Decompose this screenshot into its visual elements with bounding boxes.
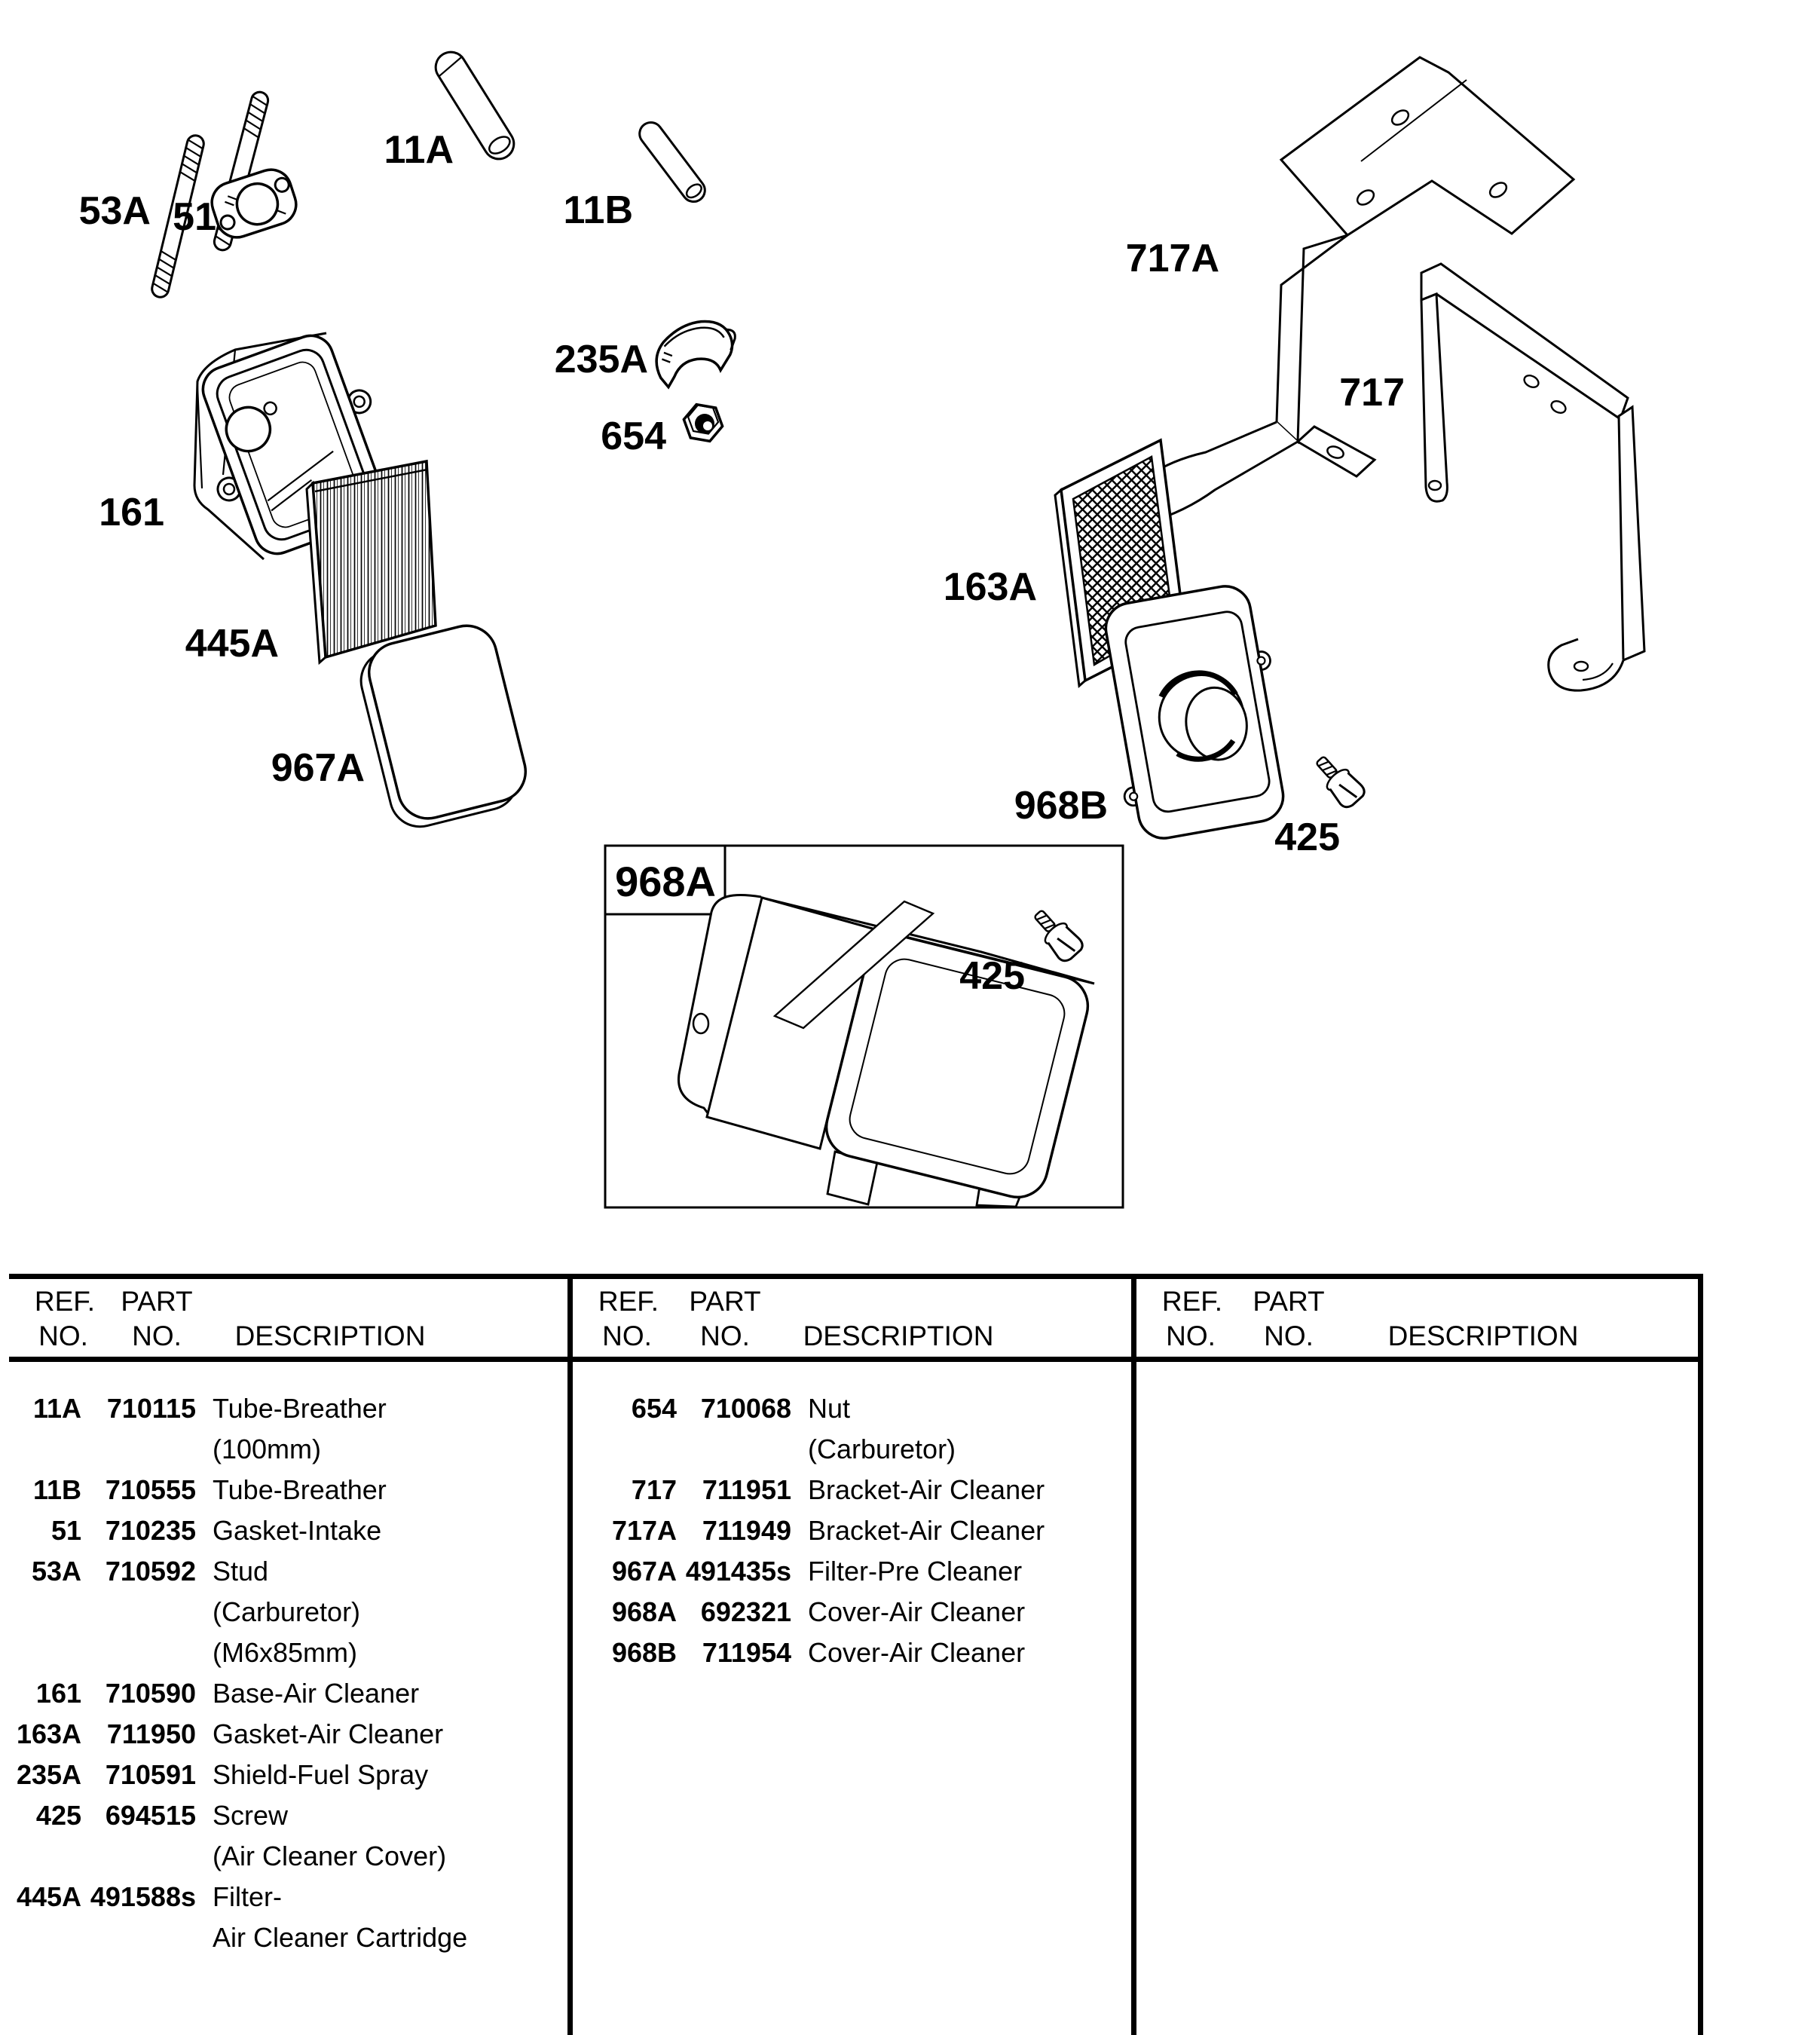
header-ref-line2-g1: NO. <box>38 1320 88 1351</box>
ref-no: 654 <box>631 1393 677 1424</box>
label-235a: 235A <box>554 338 648 381</box>
description: Stud <box>213 1556 269 1587</box>
part-no: 711951 <box>702 1474 791 1505</box>
description: Filter- <box>213 1881 282 1912</box>
description: (Carburetor) <box>808 1434 956 1464</box>
part-no: 711949 <box>702 1515 791 1546</box>
table-row <box>9 1673 567 1714</box>
description: Cover-Air Cleaner <box>808 1596 1026 1627</box>
label-11b: 11B <box>563 188 633 232</box>
table-divider-2 <box>1131 1274 1136 2035</box>
table-row <box>573 1551 1131 1592</box>
header-description-g3: DESCRIPTION <box>1387 1320 1579 1351</box>
description: (Air Cleaner Cover) <box>213 1841 447 1871</box>
cover-air-cleaner-968b <box>1091 580 1298 844</box>
header-ref-line1-g1: REF. <box>34 1286 96 1317</box>
ref-no: 425 <box>35 1800 81 1831</box>
table-row <box>9 1917 567 1958</box>
ref-no: 968A <box>611 1596 677 1627</box>
header-part-line1-g1: PART <box>121 1286 193 1317</box>
header-ref-line2-g3: NO. <box>1166 1320 1216 1351</box>
table-row <box>9 1470 567 1510</box>
label-717a: 717A <box>1125 237 1219 280</box>
label-425-right: 425 <box>1274 816 1340 859</box>
description: Bracket-Air Cleaner <box>808 1515 1045 1546</box>
header-description-g1: DESCRIPTION <box>234 1320 426 1351</box>
ref-no <box>9 1633 81 1673</box>
description: Gasket-Intake <box>213 1515 382 1546</box>
ref-no: 967A <box>611 1556 677 1587</box>
ref-no: 235A <box>16 1759 81 1790</box>
part-no: 694515 <box>105 1800 196 1831</box>
table-row <box>9 1388 567 1429</box>
description: Base-Air Cleaner <box>213 1678 420 1709</box>
header-part-line2-g1: NO. <box>132 1320 182 1351</box>
label-425-box: 425 <box>959 954 1025 998</box>
description: (100mm) <box>213 1434 322 1464</box>
ref-no <box>573 1429 677 1470</box>
table-row <box>9 1510 567 1551</box>
label-717: 717 <box>1339 371 1405 415</box>
description: Nut <box>808 1393 851 1424</box>
table-row <box>9 1714 567 1755</box>
header-part-line1-g3: PART <box>1253 1286 1325 1317</box>
part-no: 710555 <box>105 1474 196 1505</box>
description: Bracket-Air Cleaner <box>808 1474 1045 1505</box>
label-53a: 53A <box>78 189 151 233</box>
bracket-air-cleaner-717 <box>1421 264 1644 690</box>
ref-no: 161 <box>35 1678 81 1709</box>
ref-no: 11B <box>32 1474 81 1505</box>
header-part-line2-g2: NO. <box>700 1320 750 1351</box>
table-row <box>9 1592 567 1633</box>
part-no: 710592 <box>105 1556 196 1587</box>
table-row <box>573 1429 1131 1470</box>
label-161: 161 <box>99 491 164 534</box>
table-row <box>9 1633 567 1673</box>
description: (M6x85mm) <box>213 1637 358 1668</box>
ref-no: 51 <box>50 1515 81 1546</box>
description: Shield-Fuel Spray <box>213 1759 429 1790</box>
ref-no: 968B <box>611 1637 677 1668</box>
header-description-g2: DESCRIPTION <box>803 1320 994 1351</box>
description: (Carburetor) <box>213 1596 361 1627</box>
table-border-right <box>1698 1274 1703 2035</box>
ref-no: 53A <box>31 1556 81 1587</box>
ref-no: 445A <box>16 1881 81 1912</box>
part-no: 710591 <box>105 1759 196 1790</box>
part-no <box>81 1836 196 1877</box>
description: Tube-Breather <box>213 1393 387 1424</box>
part-no: 692321 <box>700 1596 791 1627</box>
description: Tube-Breather <box>213 1474 387 1505</box>
header-ref-line1-g3: REF. <box>1161 1286 1223 1317</box>
shield-fuel-spray-235a <box>650 316 742 388</box>
table-row <box>573 1592 1131 1633</box>
screw-air-cleaner-cover-425-right <box>1309 751 1367 811</box>
nut-carburetor-654 <box>684 405 722 442</box>
part-no <box>81 1917 196 1958</box>
parts-list-group-1 <box>9 1388 567 1958</box>
part-no: 711950 <box>106 1718 196 1749</box>
ref-no <box>9 1592 81 1633</box>
table-row <box>9 1795 567 1836</box>
screw-air-cleaner-cover-425-box <box>1027 904 1085 965</box>
header-ref-line1-g2: REF. <box>598 1286 659 1317</box>
description: Air Cleaner Cartridge <box>213 1922 468 1953</box>
part-no: 710115 <box>106 1393 196 1424</box>
ref-no: 717A <box>611 1515 677 1546</box>
parts-list-group-2 <box>573 1388 1131 1673</box>
part-no <box>81 1429 196 1470</box>
table-row <box>573 1388 1131 1429</box>
ref-no: 11A <box>32 1393 81 1424</box>
part-no: 710068 <box>700 1393 791 1424</box>
filter-air-cleaner-cartridge-445a <box>307 461 436 663</box>
table-divider-1 <box>567 1274 573 2035</box>
part-no: 710235 <box>105 1515 196 1546</box>
tube-breather-11b <box>635 118 710 206</box>
label-11a: 11A <box>384 128 454 172</box>
part-no: 491588s <box>90 1881 196 1912</box>
part-no: 711954 <box>702 1637 791 1668</box>
label-968a: 968A <box>615 858 716 905</box>
label-445a: 445A <box>185 622 279 666</box>
table-row <box>9 1836 567 1877</box>
gasket-intake-51 <box>206 164 301 243</box>
header-part-line2-g3: NO. <box>1264 1320 1314 1351</box>
label-163a: 163A <box>943 565 1037 609</box>
label-967a: 967A <box>271 746 365 790</box>
filter-pre-cleaner-967a <box>353 620 534 833</box>
table-row <box>9 1551 567 1592</box>
header-part-line1-g2: PART <box>689 1286 761 1317</box>
description: Gasket-Air Cleaner <box>213 1718 444 1749</box>
part-no <box>677 1429 791 1470</box>
ref-no <box>9 1429 81 1470</box>
header-ref-line2-g2: NO. <box>602 1320 652 1351</box>
label-968b: 968B <box>1014 784 1108 828</box>
description: Cover-Air Cleaner <box>808 1637 1026 1668</box>
part-no: 491435s <box>685 1556 791 1587</box>
ref-no: 717 <box>631 1474 677 1505</box>
description: Screw <box>213 1800 289 1831</box>
table-border-header <box>9 1357 1703 1362</box>
table-row <box>9 1429 567 1470</box>
part-no <box>81 1633 196 1673</box>
table-row <box>9 1755 567 1795</box>
part-no <box>81 1592 196 1633</box>
table-row <box>573 1470 1131 1510</box>
table-row <box>573 1510 1131 1551</box>
ref-no <box>9 1836 81 1877</box>
cover-air-cleaner-968a <box>678 895 1094 1207</box>
label-654: 654 <box>601 415 666 458</box>
ref-no <box>9 1917 81 1958</box>
label-51: 51 <box>173 195 216 239</box>
description: Filter-Pre Cleaner <box>808 1556 1023 1587</box>
part-no: 710590 <box>105 1678 196 1709</box>
bracket-air-cleaner-717a <box>1116 57 1574 528</box>
table-row <box>9 1877 567 1917</box>
table-row <box>573 1633 1131 1673</box>
ref-no: 163A <box>16 1718 81 1749</box>
table-border-top <box>9 1274 1703 1279</box>
